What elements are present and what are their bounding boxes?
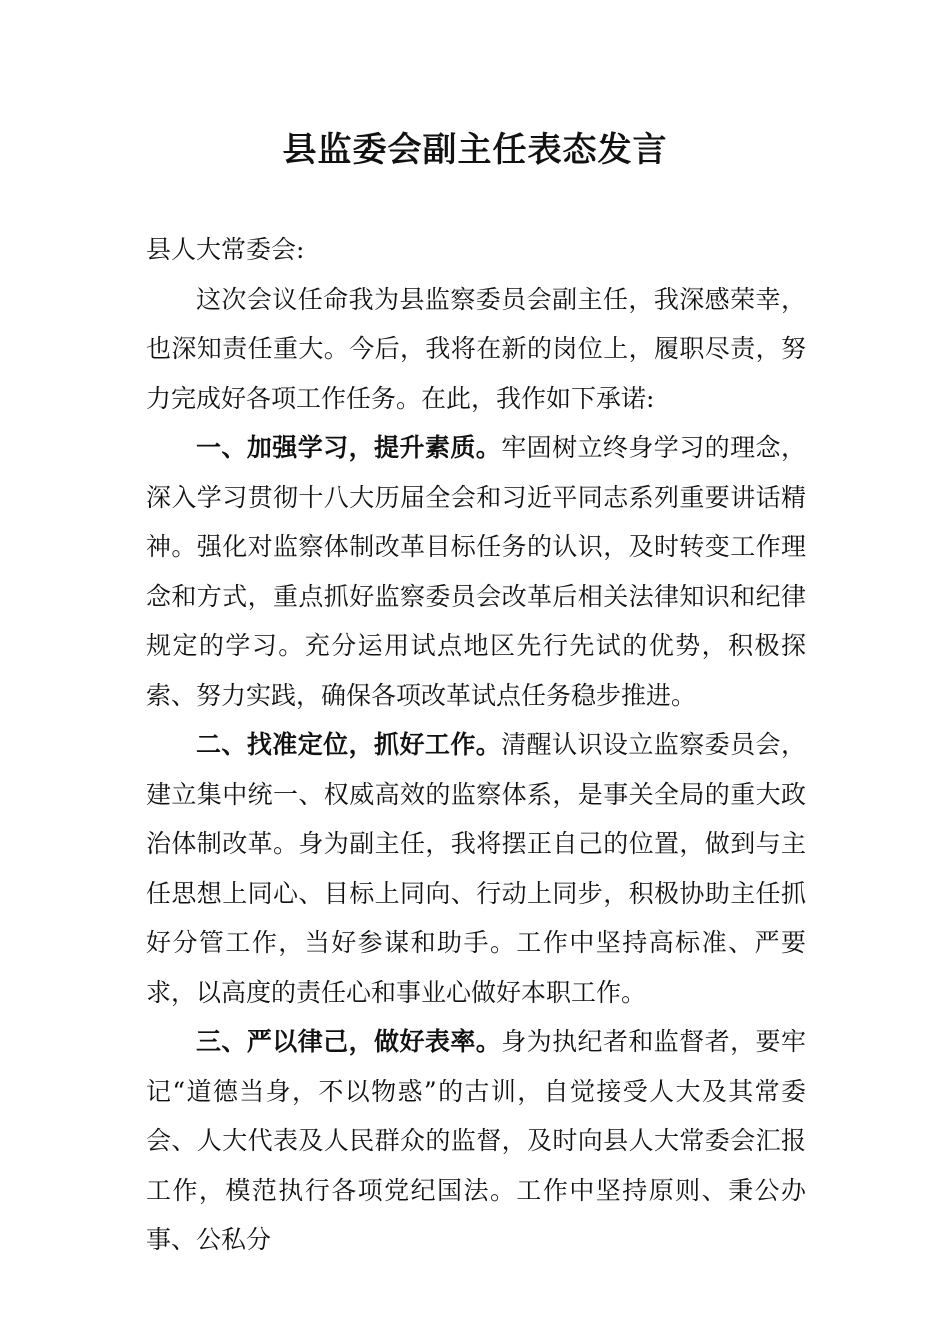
intro-paragraph: 这次会议任命我为县监察委员会副主任，我深感荣幸，也深知责任重大。今后，我将在新的岗位上，履职尽责，努力完成好各项工作任务。在此，我作如下承诺: — [146, 284, 806, 413]
section-heading-3: 三、严以律己，做好表率。 — [196, 1027, 502, 1056]
section-text-2: 清醒认识设立监察委员会，建立集中统一、权威高效的监察体系，是事关全局的重大政治体制改革。身为副主任，我将摆正自己的位置，做到与主任思想上同心、目标上同向、行动上同步，积极协助主任抓好分管工作，当好参谋和助手。工作中坚持高标准、严要求，以高度的责任心和事业心做好本职工作。 — [146, 730, 806, 1007]
document-title: 县监委会副主任表态发言 — [282, 130, 668, 170]
section-paragraph-1 — [146, 423, 806, 720]
section-heading-2: 二、找准定位，抓好工作。 — [196, 730, 502, 759]
section-paragraph-3 — [146, 1017, 806, 1265]
section-text-1: 牢固树立终身学习的理念，深入学习贯彻十八大历届全会和习近平同志系列重要讲话精神。强化对监察体制改革目标任务的认识，及时转变工作理念和方式，重点抓好监察委员会改革后相关法律知识和纪律规定的学习。充分运用试点地区先行先试的优势，积极探索、努力实践，确保各项改革试点任务稳步推进。 — [146, 433, 806, 710]
section-text-3: 身为执纪者和监督者，要牢记“道德当身，不以物惑”的古训，自觉接受人大及其常委会、人大代表及人民群众的监督，及时向县人大常委会汇报工作，模范执行各项党纪国法。工作中坚持原则、秉公办事、公私分 — [146, 1027, 806, 1254]
section-heading-1: 一、加强学习，提升素质。 — [196, 433, 502, 462]
salutation: 县人大常委会: — [146, 235, 305, 264]
section-paragraph-2 — [146, 720, 806, 1017]
document-body — [146, 225, 806, 1265]
